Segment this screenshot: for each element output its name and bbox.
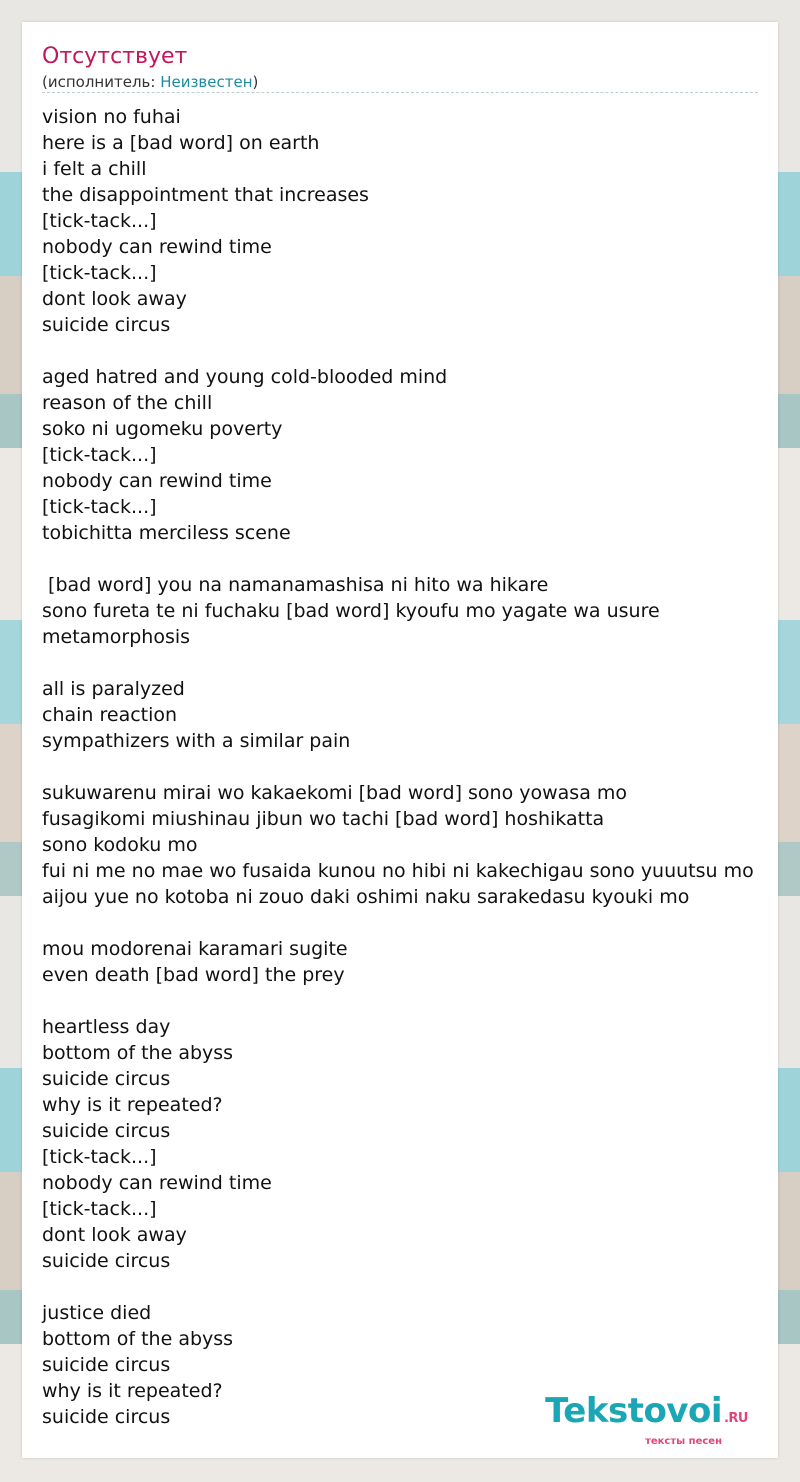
- lyric-line: fui ni me no mae wo fusaida kunou no hibi ni kakechigau sono yuuutsu mo: [42, 860, 754, 882]
- lyric-blank-line: [42, 988, 762, 1014]
- lyric-line: fusagikomi miushinau jibun wo tachi [bad word] hoshikatta: [42, 808, 605, 830]
- lyric-line: [tick-tack...]: [42, 1198, 157, 1220]
- lyric-line: sympathizers with a similar pain: [42, 730, 351, 752]
- song-title: Отсутствует: [42, 44, 188, 69]
- lyric-line: nobody can rewind time: [42, 1172, 272, 1194]
- site-logo[interactable]: [545, 1391, 748, 1448]
- lyric-line: dont look away: [42, 288, 187, 310]
- title-divider: [42, 92, 758, 93]
- artist-link[interactable]: Неизвестен: [160, 73, 253, 91]
- lyric-line: tobichitta merciless scene: [42, 522, 291, 544]
- lyric-line: dont look away: [42, 1224, 187, 1246]
- lyric-line: aijou yue no kotoba ni zouo daki oshimi naku sarakedasu kyouki mo: [42, 886, 690, 908]
- lyric-blank-line: [42, 754, 762, 780]
- lyric-line: metamorphosis: [42, 626, 191, 648]
- lyric-line: [tick-tack...]: [42, 496, 157, 518]
- lyric-line: [tick-tack...]: [42, 262, 157, 284]
- lyric-line: sono fureta te ni fuchaku [bad word] kyoufu mo yagate wa usure: [42, 600, 660, 622]
- lyric-line: why is it repeated?: [42, 1380, 223, 1402]
- artist-line: [42, 72, 258, 92]
- lyric-line: nobody can rewind time: [42, 470, 272, 492]
- logo-subtitle: тексты песен: [645, 1436, 722, 1447]
- lyric-line: reason of the chill: [42, 392, 213, 414]
- lyric-line: chain reaction: [42, 704, 178, 726]
- lyric-blank-line: [42, 910, 762, 936]
- lyric-blank-line: [42, 338, 762, 364]
- lyric-line: aged hatred and young cold-blooded mind: [42, 366, 448, 388]
- lyric-line: sono kodoku mo: [42, 834, 198, 856]
- lyric-line: bottom of the abyss: [42, 1328, 234, 1350]
- lyric-line: [tick-tack...]: [42, 444, 157, 466]
- logo-tld: .RU: [723, 1411, 748, 1426]
- lyric-line: why is it repeated?: [42, 1094, 223, 1116]
- lyric-line: bottom of the abyss: [42, 1042, 234, 1064]
- lyric-line: suicide circus: [42, 314, 171, 336]
- lyric-line: i felt a chill: [42, 158, 147, 180]
- lyric-line: suicide circus: [42, 1354, 171, 1376]
- lyric-line: [bad word] you na namanamashisa ni hito wa hikare: [42, 574, 549, 596]
- lyric-line: suicide circus: [42, 1250, 171, 1272]
- logo-wordmark: [545, 1391, 748, 1436]
- lyric-line: soko ni ugomeku poverty: [42, 418, 283, 440]
- lyric-blank-line: [42, 1274, 762, 1300]
- lyric-line: justice died: [42, 1302, 152, 1324]
- lyric-line: [tick-tack...]: [42, 210, 157, 232]
- lyrics-card: [22, 22, 778, 1458]
- artist-suffix: ): [252, 73, 259, 91]
- lyric-blank-line: [42, 650, 762, 676]
- lyric-line: even death [bad word] the prey: [42, 964, 345, 986]
- lyric-line: mou modorenai karamari sugite: [42, 938, 348, 960]
- lyric-line: vision no fuhai: [42, 106, 181, 128]
- lyric-line: heartless day: [42, 1016, 171, 1038]
- logo-main-text: Tekstovoi: [545, 1391, 722, 1431]
- lyric-line: [tick-tack...]: [42, 1146, 157, 1168]
- lyric-line: suicide circus: [42, 1406, 171, 1428]
- lyric-line: suicide circus: [42, 1068, 171, 1090]
- artist-prefix: (исполнитель:: [42, 73, 161, 91]
- lyric-blank-line: [42, 546, 762, 572]
- lyrics-body: [42, 104, 762, 1430]
- lyric-line: suicide circus: [42, 1120, 171, 1142]
- lyric-line: the disappointment that increases: [42, 184, 369, 206]
- lyric-line: nobody can rewind time: [42, 236, 272, 258]
- lyric-line: sukuwarenu mirai wo kakaekomi [bad word] sono yowasa mo: [42, 782, 628, 804]
- lyric-line: here is a [bad word] on earth: [42, 132, 320, 154]
- lyric-line: all is paralyzed: [42, 678, 185, 700]
